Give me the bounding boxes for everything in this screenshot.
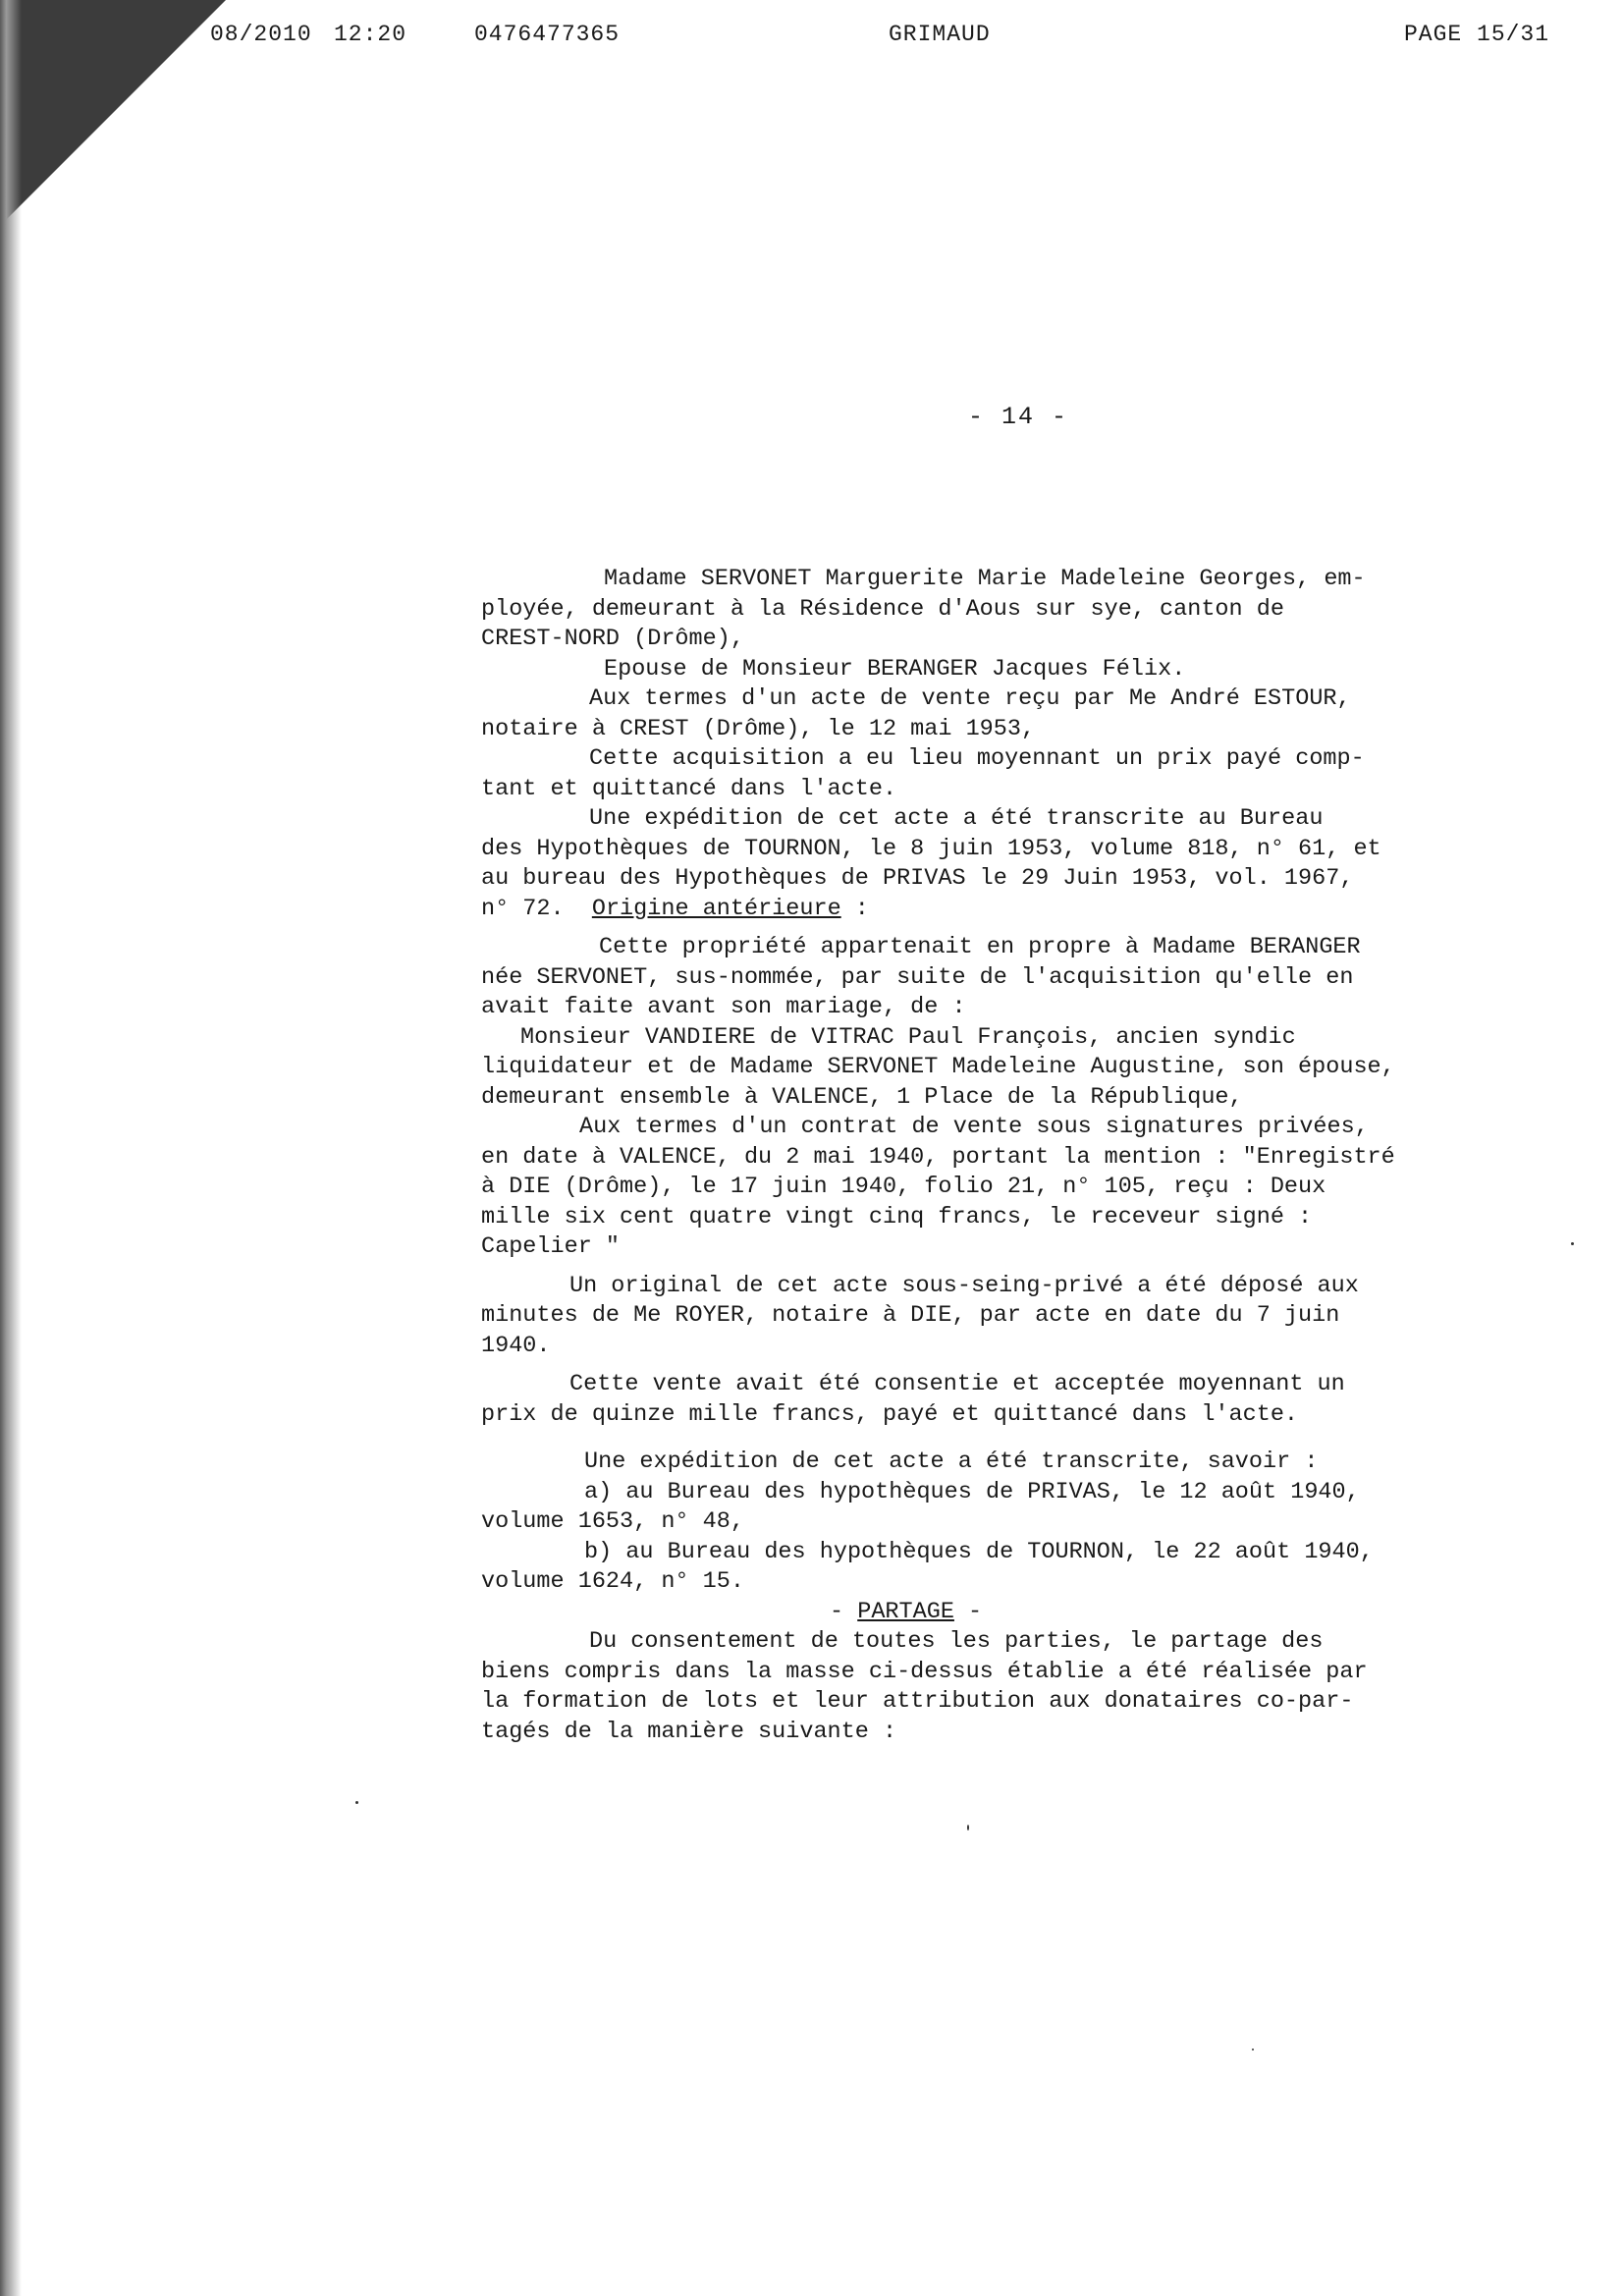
text-line: Capelier " [481, 1233, 621, 1260]
text-line: Cette vente avait été consentie et acceptée moyennant un [569, 1371, 1345, 1397]
text-line: Du consentement de toutes les parties, le partage des [589, 1628, 1324, 1655]
text-line: Aux termes d'un contrat de vente sous signatures privées, [579, 1114, 1369, 1140]
text-line: biens compris dans la masse ci-dessus établie a été réalisée par [481, 1658, 1368, 1685]
text-line: volume 1653, n° 48, [481, 1508, 744, 1535]
text-line: minutes de Me ROYER, notaire à DIE, par acte en date du 7 juin [481, 1302, 1340, 1329]
text-line: Epouse de Monsieur BERANGER Jacques Félix. [604, 655, 1186, 683]
text-line: Une expédition de cet acte a été transcrite au Bureau [589, 805, 1324, 832]
text-line: des Hypothèques de TOURNON, le 8 juin 1953, volume 818, n° 61, et [481, 835, 1381, 862]
scan-speck [967, 1825, 969, 1831]
text-line: volume 1624, n° 15. [481, 1568, 744, 1595]
text-fragment: : [840, 895, 869, 922]
text-line: à DIE (Drôme), le 17 juin 1940, folio 21, n° 105, reçu : Deux [481, 1174, 1326, 1200]
text-line: avait faite avant son mariage, de : [481, 994, 966, 1020]
scan-speck [1252, 2049, 1254, 2050]
text-line: 1940. [481, 1332, 551, 1359]
partage-title: PARTAGE [857, 1598, 954, 1625]
text-line: ployée, demeurant à la Résidence d'Aous sur sye, canton de [481, 595, 1284, 623]
text-line: notaire à CREST (Drôme), le 12 mai 1953, [481, 715, 1036, 742]
page-number: - 14 - [968, 403, 1069, 431]
section-origine-line [481, 895, 1463, 925]
text-line: née SERVONET, sus-nommée, par suite de l'acquisition qu'elle en [481, 963, 1354, 991]
fax-time: 12:20 [334, 22, 407, 47]
text-line: mille six cent quatre vingt cinq francs, le receveur signé : [481, 1203, 1313, 1230]
text-line: Madame SERVONET Marguerite Marie Madeleine Georges, em- [604, 566, 1366, 592]
section-heading-partage: - PARTAGE - [830, 1598, 983, 1625]
fax-date: 08/2010 [210, 22, 312, 47]
scan-edge-shadow [0, 0, 22, 2296]
text-line: Monsieur VANDIERE de VITRAC Paul François, ancien syndic [520, 1023, 1296, 1051]
text-fragment: n° 72. [481, 895, 565, 922]
fax-phone: 0476477365 [474, 22, 621, 47]
document-body [481, 565, 1463, 1747]
text-line: Cette acquisition a eu lieu moyennant un prix payé comp- [589, 745, 1365, 772]
text-line: Aux termes d'un acte de vente reçu par Me André ESTOUR, [589, 685, 1351, 712]
text-line: Cette propriété appartenait en propre à Madame BERANGER [599, 934, 1361, 960]
text-line: demeurant ensemble à VALENCE, 1 Place de la République, [481, 1083, 1243, 1111]
fax-page-count: PAGE 15/31 [1404, 22, 1550, 47]
text-line: CREST-NORD (Drôme), [481, 626, 744, 652]
fax-sender: GRIMAUD [889, 22, 991, 47]
text-line: au bureau des Hypothèques de PRIVAS le 29 Juin 1953, vol. 1967, [481, 865, 1354, 892]
fax-header [0, 22, 1623, 61]
text-line: prix de quinze mille francs, payé et quittancé dans l'acte. [481, 1400, 1299, 1428]
text-line: Une expédition de cet acte a été transcrite, savoir : [584, 1449, 1319, 1475]
text-line: liquidateur et de Madame SERVONET Madeleine Augustine, son épouse, [481, 1054, 1395, 1080]
text-line: en date à VALENCE, du 2 mai 1940, portant la mention : "Enregistré [481, 1143, 1395, 1171]
section-heading-origine: Origine antérieure [591, 895, 841, 922]
text-line: tagés de la manière suivante : [481, 1718, 897, 1745]
text-line: b) au Bureau des hypothèques de TOURNON, le 22 août 1940, [584, 1538, 1374, 1565]
text-line: Un original de cet acte sous-seing-privé a été déposé aux [569, 1272, 1359, 1299]
text-line: a) au Bureau des hypothèques de PRIVAS, le 12 août 1940, [584, 1478, 1360, 1505]
text-line: la formation de lots et leur attribution aux donataires co-par- [481, 1688, 1354, 1715]
text-line: tant et quittancé dans l'acte. [481, 775, 897, 802]
scan-speck [355, 1801, 358, 1804]
scan-speck [1571, 1242, 1574, 1245]
